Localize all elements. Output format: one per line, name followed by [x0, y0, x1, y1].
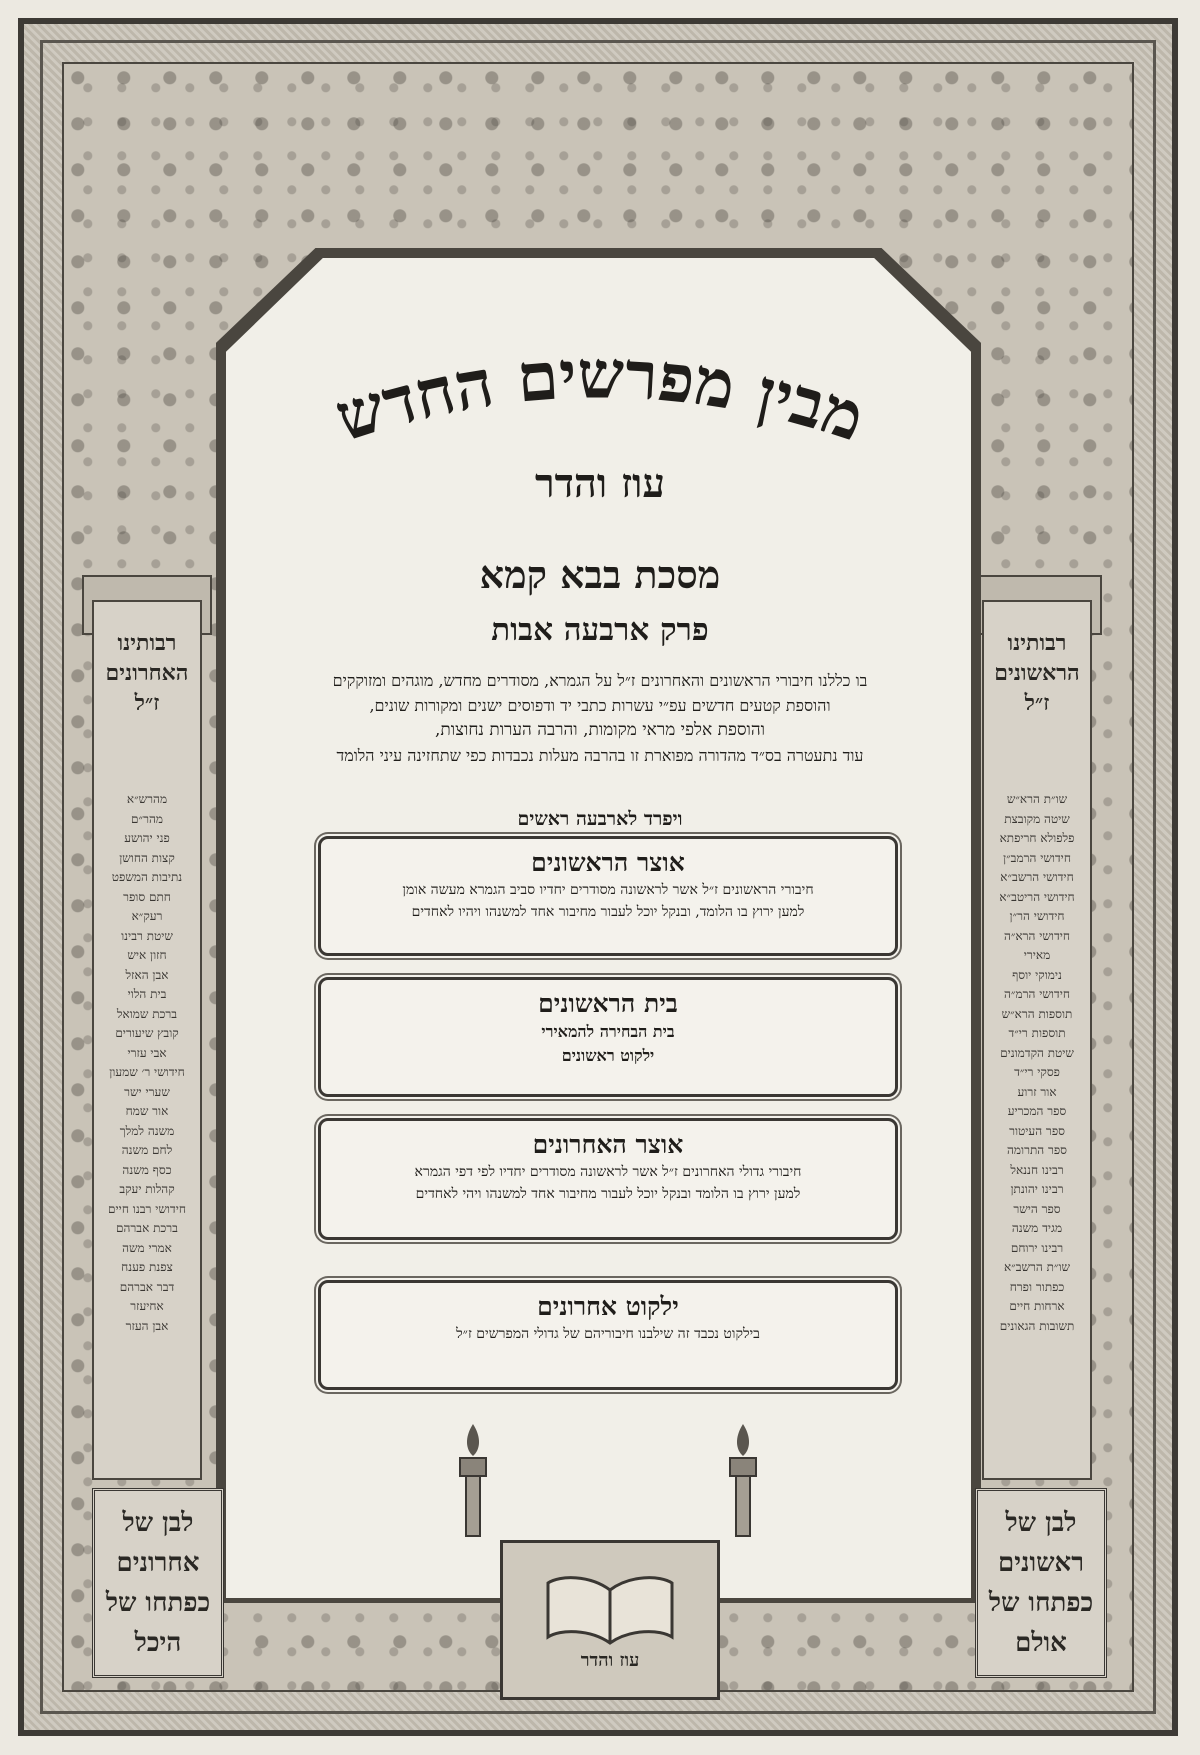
main-title-text: מבין מפרשים החדש	[326, 335, 874, 457]
pillar-list-item: רעק״א	[131, 909, 163, 923]
pillar-list-item: חידושי הרמב״ן	[1003, 850, 1071, 865]
pillar-list-item: חידושי הר״ן	[1009, 909, 1065, 923]
section-title: אוצר הראשונים	[531, 848, 685, 877]
pillar-list-item: פלפולא חריפתא	[999, 831, 1075, 845]
pillar-list-item: שיטה מקובצת	[1004, 811, 1070, 826]
pillar-list-item: שיטת רבינו	[121, 928, 173, 943]
pillar-list-item: נימוקי יוסף	[1012, 967, 1062, 982]
section-line: חיבורי גדולי האחרונים ז״ל אשר לראשונה מסודרים יחדיו לפי דפי הגמרא	[414, 1164, 802, 1180]
description-block	[250, 668, 950, 768]
pillar-list-item: אבי עזרי	[127, 1045, 167, 1060]
right-pillar-list	[987, 790, 1087, 1336]
pillar-list-item: תוספות הרא״ש	[1001, 1006, 1073, 1021]
pillar-list-item: חידושי הרשב״א	[1000, 870, 1074, 884]
section-title: אוצר האחרונים	[532, 1130, 684, 1159]
pillar-list-item: חידושי הרמ״ה	[1004, 987, 1070, 1001]
division-note: ויפרד לארבעה ראשים	[517, 808, 683, 830]
section-line: למען ירוץ בו הלומד, ובנקל יוכל לעבור מחיבור אחד למשנהו ויהיו לאחדים	[411, 904, 805, 920]
pillar-list-item: ספר המכריע	[1007, 1104, 1067, 1118]
section-line: בילקוט נכבד זה שילבנו חיבוריהם של גדולי המפרשים ז״ל	[456, 1326, 760, 1342]
description-line: בו כללנו חיבורי הראשונים והאחרונים ז״ל על הגמרא, מסודרים מחדש, מוגהים ומזוקקים	[332, 671, 868, 690]
pillar-list-item: אבן העזר	[125, 1318, 169, 1333]
emblem-label: עוז והדר	[580, 1650, 640, 1671]
pillar-list-item: אחיעזר	[130, 1299, 164, 1313]
pillar-list-item: צפנת פענח	[121, 1260, 173, 1274]
publisher-name: עוז והדר	[534, 460, 666, 507]
pillar-list-item: ספר הישר	[1013, 1201, 1061, 1216]
pillar-list-item: מאירי	[1023, 948, 1051, 962]
torch-icon	[720, 1420, 766, 1540]
pillar-list-item: שיטת הקדמונים	[1000, 1045, 1074, 1060]
pillar-list-item: כסף משנה	[122, 1162, 172, 1177]
pillar-list-item: רבינו ירוחם	[1010, 1240, 1064, 1255]
pillar-list-item: ספר התרומה	[1006, 1143, 1068, 1157]
pillar-list-item: רבינו יהונתן	[1010, 1182, 1064, 1196]
torch-icon	[450, 1420, 496, 1540]
right-base-inscription: לבן של ראשונים כפתחו של אולם	[975, 1488, 1107, 1678]
pillar-list-item: פסקי רי״ד	[1014, 1065, 1060, 1079]
pillar-list-item: חזון איש	[127, 948, 167, 962]
section-title: בית הראשונים	[538, 989, 678, 1018]
svg-text:מבין מפרשים החדש	[327, 335, 874, 456]
section-box-otzar-rishonim	[318, 836, 898, 956]
pillar-list-item: דבר אברהם	[119, 1279, 175, 1294]
pillar-list-item: ברכת אברהם	[116, 1221, 178, 1235]
pillar-list-item: חתם סופר	[123, 889, 171, 904]
pillar-list-item: חידושי רבנו חיים	[108, 1201, 186, 1216]
pillar-list-item: משנה למלך	[119, 1123, 175, 1138]
section-box-beit-rishonim	[318, 977, 898, 1097]
pillar-list-item: תוספות רי״ד	[1008, 1026, 1066, 1040]
pillar-list-item: אמרי משה	[122, 1240, 172, 1255]
pillar-list-item: ברכת שמואל	[116, 1006, 178, 1021]
pillar-list-item: קצות החושן	[119, 850, 175, 865]
section-line: בית הבחירה להמאירי	[541, 1022, 675, 1041]
description-line: והוספת אלפי מראי מקומות, והרבה הערות נחוצות,	[434, 720, 766, 740]
pillar-list-item: חידושי הריטב״א	[999, 889, 1075, 904]
description-line: עוד נתעטרה בס״ד מהדורה מפוארת זו בהרבה מעלות נכבדות כפי שתחזינה עיני הלומד	[336, 746, 864, 765]
pillar-list-item: בית הלוי	[127, 987, 167, 1001]
pillar-list-item: ארחות חיים	[1009, 1299, 1065, 1313]
open-book-icon	[540, 1575, 680, 1645]
left-pillar-heading: רבותינו האחרונים ז״ל	[105, 630, 189, 716]
pillar-list-item: ספר העיטור	[1009, 1123, 1065, 1138]
section-line: למען ירוץ בו הלומד ובנקל יוכל לעבור מחיבור אחד למשנהו ויהי לאחדים	[415, 1186, 801, 1202]
pillar-list-item: תשובות הגאונים	[999, 1318, 1075, 1333]
pillar-list-item: חידושי ר׳ שמעון	[109, 1065, 185, 1079]
pillar-list-item: אור זרוע	[1017, 1084, 1057, 1099]
section-title: ילקוט אחרונים	[537, 1292, 679, 1321]
pillar-list-item: כפתור ופרח	[1009, 1279, 1065, 1294]
pillar-list-item: מהר״ם	[131, 811, 163, 826]
pillar-list-item: שערי ישר	[124, 1084, 170, 1099]
pillar-list-item: לחם משנה	[121, 1143, 173, 1157]
chapter-title: פרק ארבעה אבות	[491, 612, 709, 648]
section-box-yalkut-acharonim	[318, 1280, 898, 1390]
pillar-list-item: מגיד משנה	[1011, 1221, 1063, 1235]
section-line: חיבורי הראשונים ז״ל אשר לראשונה מסודרים יחדיו סביב הגמרא מעשה אומן	[402, 882, 814, 898]
pillar-list-item: שו״ת הרשב״א	[1003, 1260, 1071, 1274]
description-line: והוספת קטעים חדשים עפ״י עשרות כתבי יד ודפוסים ישנים ומקורות שונים,	[369, 696, 831, 715]
pillar-list-item: קהלות יעקב	[119, 1182, 175, 1196]
section-box-otzar-acharonim	[318, 1118, 898, 1240]
tractate-title: מסכת בבא קמא	[479, 552, 721, 597]
pillar-list-item: שו״ת הרא״ש	[1006, 792, 1068, 806]
pillar-list-item: פני יהושע	[124, 831, 170, 845]
pillar-list-item: אור שמח	[125, 1104, 169, 1118]
pillar-list-item: מהרש״א	[126, 792, 168, 806]
pillar-list-item: חידושי הרא״ה	[1003, 928, 1070, 943]
pillar-list-item: קובץ שיעורים	[115, 1026, 179, 1040]
pillar-list-item: אבן האזל	[125, 967, 169, 982]
section-line: ילקוט ראשונים	[561, 1046, 655, 1065]
pillar-list-item: נתיבות המשפט	[111, 870, 183, 884]
left-pillar-list	[97, 790, 197, 1336]
pillar-list-item: רבינו חננאל	[1010, 1162, 1064, 1177]
right-pillar-heading: רבותינו הראשונים ז״ל	[994, 630, 1080, 716]
left-base-inscription: לבן של אחרונים כפתחו של היכל	[92, 1488, 224, 1678]
